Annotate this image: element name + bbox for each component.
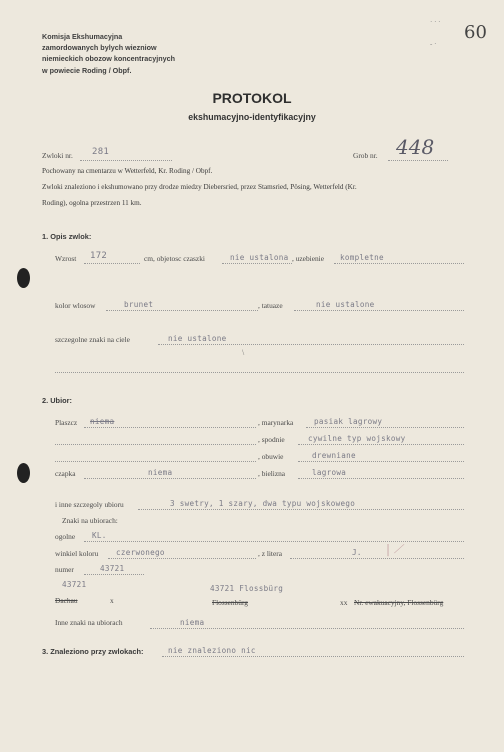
intro-line-2: Zwloki znaleziono i ekshumowano przy drodze miedzy Diebersried, przez Stamsried, Pösing, Wetterfeld (Kr. (42, 183, 357, 191)
ogolne-line (84, 541, 464, 542)
corner-marks: · · · (430, 18, 441, 26)
zwloki-label: Zwloki nr. (42, 151, 73, 160)
corner-dash: - · (430, 40, 437, 48)
marynarka-line (306, 427, 464, 428)
punch-hole-bottom (17, 463, 30, 483)
inne-znaki-value: niema (180, 618, 205, 627)
flossenburg-label: Flossenbürg (212, 598, 249, 607)
bielizna-line (298, 478, 464, 479)
wzrost-label: Wzrost (55, 254, 77, 263)
section-3-line (162, 656, 464, 657)
section-1-heading: 1. Opis zwlok: (42, 232, 92, 241)
xx-label: xx (340, 598, 348, 607)
czapka-line (84, 478, 256, 479)
spodnie-pre-line (55, 444, 256, 445)
section-2-heading: 2. Ubior: (42, 396, 72, 405)
obuwie-pre-line (55, 461, 256, 462)
wlosy-value: brunet (124, 300, 154, 309)
numer-line (84, 574, 144, 575)
organization-block (42, 31, 175, 76)
document-subtitle: ekshumacyjno-identyfikacyjny (188, 112, 316, 122)
marynarka-value: pasiak lagrowy (314, 417, 383, 426)
wzrost-line (84, 263, 140, 264)
bielizna-label: , bielizna (258, 469, 286, 478)
zwloki-line (80, 160, 172, 161)
uzebienie-value: kompletne (340, 253, 384, 262)
obuwie-label: , obuwie (258, 452, 284, 461)
org-line-4: w powiecie Roding / Obpf. (42, 65, 132, 75)
obuwie-line (298, 461, 464, 462)
punch-hole-top (17, 268, 30, 288)
inne-szczegoly-label: i inne szczegoly ubioru (55, 500, 124, 509)
ogolne-label: ogolne (55, 532, 76, 541)
plaszcz-line (84, 427, 256, 428)
document-title: PROTOKOL (212, 90, 292, 106)
inne-znaki-line (150, 628, 464, 629)
znaki-cialo-line (158, 344, 464, 345)
wlosy-label: kolor wlosow (55, 301, 96, 310)
numer-handwritten: 43721 (62, 580, 87, 589)
numer-label: numer (55, 565, 74, 574)
znaki-ubiorach-heading: Znaki na ubiorach: (62, 516, 118, 525)
ogolne-value: KL. (92, 531, 107, 540)
tatuaze-line (294, 310, 464, 311)
dachau-label: Dachau (55, 596, 78, 605)
inne-znaki-label: Inne znaki na ubiorach (55, 618, 123, 627)
wlosy-line (106, 310, 258, 311)
section-3-heading: 3. Znaleziono przy zwlokach: (42, 647, 144, 656)
grob-value: 448 (396, 135, 435, 159)
bielizna-value: lagrowa (312, 468, 347, 477)
nr-ewakuacyjny-label: Nr. ewakuacyjny, Flossenbürg (354, 598, 444, 607)
czaszka-value: nie ustalona (230, 253, 289, 262)
winkiel-label: winkiel koloru (55, 549, 99, 558)
spodnie-value: cywilne typ wojskowy (308, 434, 406, 443)
tatuaze-label: , tatuaze (258, 301, 283, 310)
spodnie-line (298, 444, 464, 445)
org-line-1: Komisja Ekshumacyjna (42, 32, 123, 41)
grob-label: Grob nr. (353, 151, 378, 160)
czaszka-line (222, 263, 292, 264)
czapka-label: czapka (55, 469, 76, 478)
inne-szczegoly-value: 3 swetry, 1 szary, dwa typu wojskowego (170, 499, 356, 508)
pencil-mark: \ (242, 348, 245, 357)
litera-value: J. (352, 548, 362, 557)
intro-line-1: Pochowany na cmentarzu w Wetterfeld, Kr. Roding / Obpf. (42, 167, 213, 175)
dachau-x: x (110, 596, 114, 605)
znaki-cialo-label: szczegolne znaki na ciele (55, 335, 130, 344)
inne-szczegoly-line (138, 509, 464, 510)
page-number: 60 (464, 22, 487, 43)
blank-line (55, 372, 464, 373)
tatuaze-value: nie ustalone (316, 300, 375, 309)
plaszcz-value: niema (90, 417, 115, 426)
litera-pencil-mark: | ⟋ (386, 542, 403, 556)
flossenburg-typed-number: 43721 Flossbürg (210, 584, 284, 593)
zwloki-value: 281 (92, 147, 110, 157)
marynarka-label: , marynarka (258, 418, 294, 427)
section-3-value: nie znaleziono nic (168, 646, 256, 655)
uzebienie-label: , uzebienie (292, 254, 325, 263)
wzrost-value: 172 (90, 251, 108, 261)
numer-value: 43721 (100, 564, 125, 573)
litera-line (290, 558, 464, 559)
intro-line-3: Roding), ogolna przestrzen 11 km. (42, 199, 142, 207)
litera-label: , z litera (258, 549, 283, 558)
spodnie-label: , spodnie (258, 435, 285, 444)
obuwie-value: drewniane (312, 451, 356, 460)
org-line-3: niemieckich obozow koncentracyjnych (42, 54, 176, 64)
cm-label: cm, objetosc czaszki (144, 254, 205, 263)
uzebienie-line (334, 263, 464, 264)
winkiel-line (108, 558, 256, 559)
org-line-2: zamordowanych bylych wiezniow (42, 43, 157, 53)
winkiel-value: czerwonego (116, 548, 165, 557)
czapka-value: niema (148, 468, 173, 477)
grob-line (388, 160, 448, 161)
plaszcz-label: Plaszcz (55, 418, 78, 427)
znaki-cialo-value: nie ustalone (168, 334, 227, 343)
